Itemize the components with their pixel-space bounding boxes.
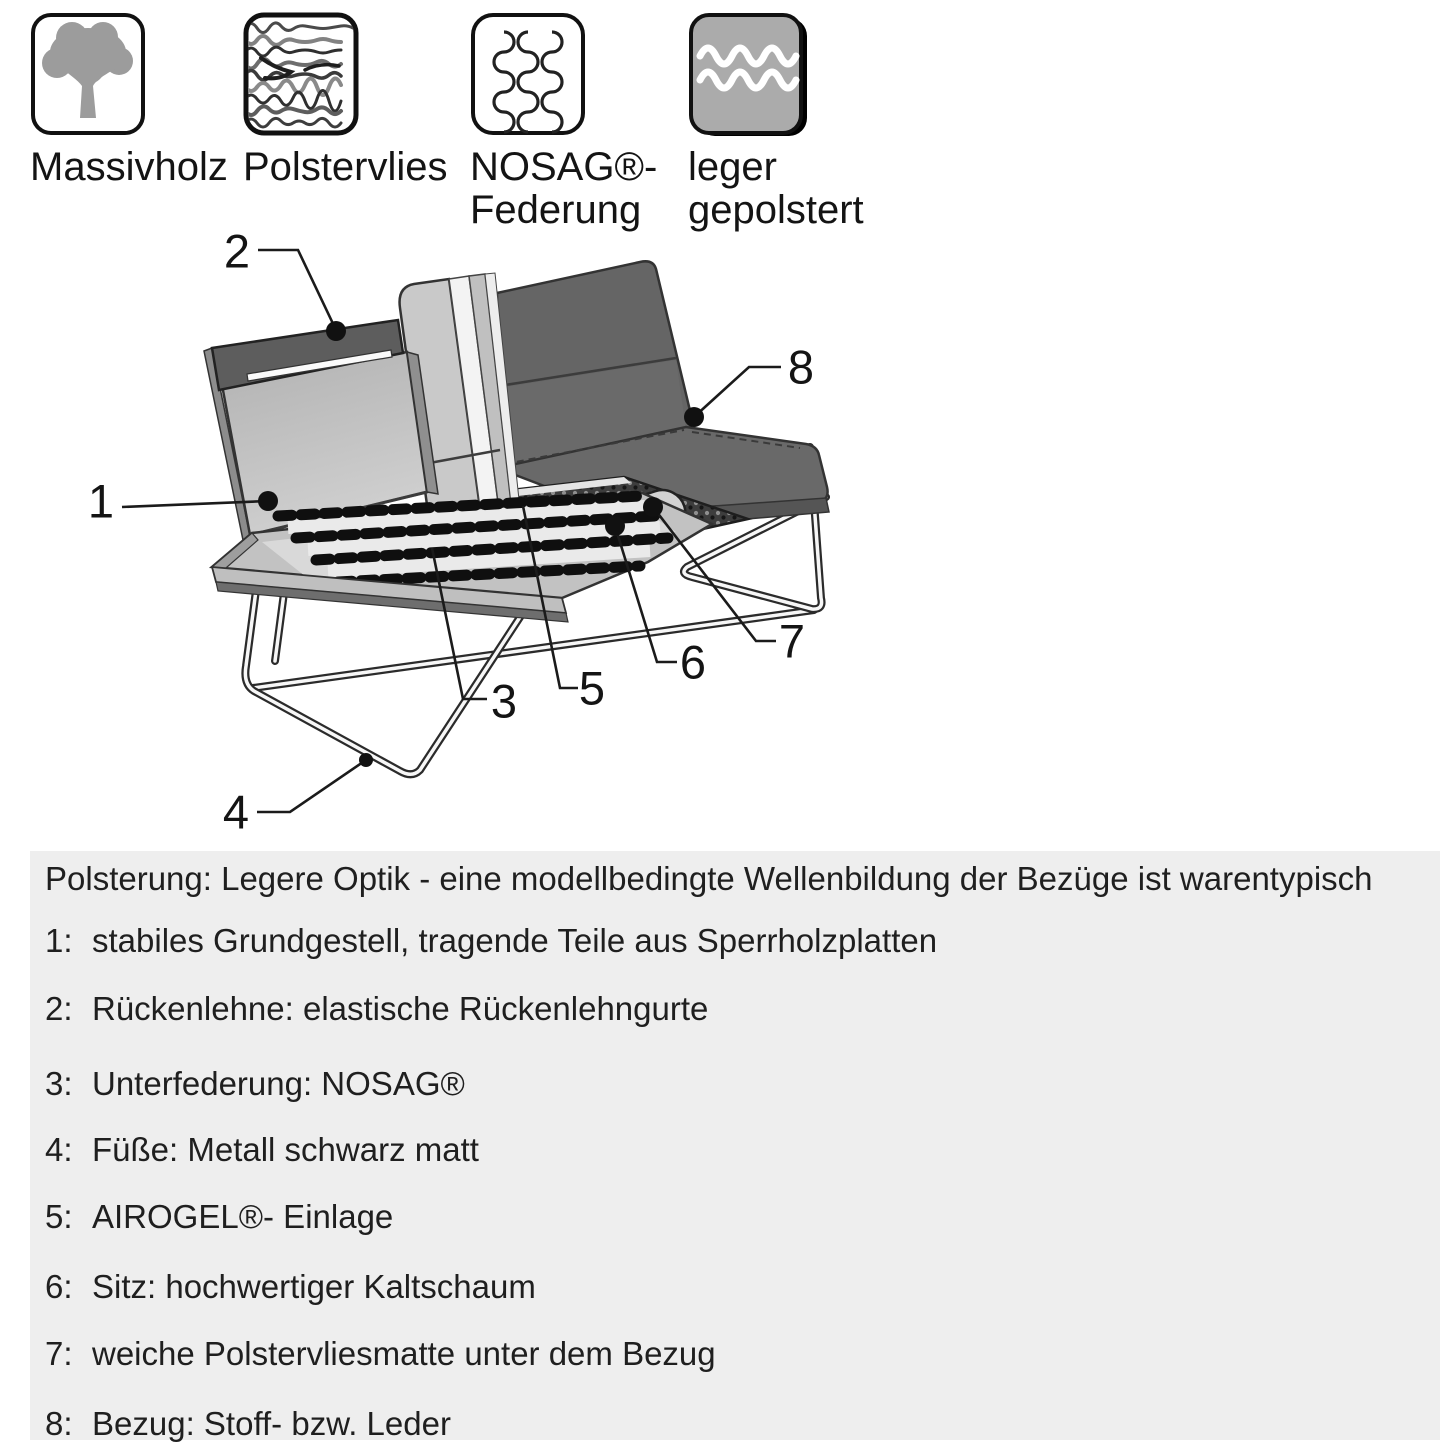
legend-item-number: 2: bbox=[45, 990, 73, 1027]
nosag-label-line1: NOSAG®- bbox=[470, 145, 658, 189]
callout-number-2: 2 bbox=[223, 224, 251, 278]
legend-item-text: Bezug: Stoff- bzw. Leder bbox=[92, 1405, 451, 1442]
legend-item-number: 8: bbox=[45, 1405, 73, 1442]
leger-label-line1: leger bbox=[688, 145, 777, 189]
legend-item-number: 6: bbox=[45, 1268, 73, 1305]
legend-item-2 bbox=[45, 990, 708, 1028]
legend-item-text: AIROGEL®- Einlage bbox=[92, 1198, 394, 1235]
floor-stretcher-tube bbox=[253, 610, 814, 688]
callout-line-4 bbox=[257, 760, 366, 812]
legend-item-text: weiche Polstervliesmatte unter dem Bezug bbox=[92, 1335, 716, 1372]
polstervlies-label-text: Polstervlies bbox=[243, 145, 448, 189]
callout-line-2 bbox=[258, 250, 336, 330]
callout-number-5: 5 bbox=[578, 661, 606, 715]
legend-panel bbox=[30, 851, 1440, 1440]
legend-item-number: 5: bbox=[45, 1198, 73, 1235]
legend-item-5 bbox=[45, 1198, 393, 1236]
seat-platform bbox=[212, 492, 712, 622]
callout-number-6: 6 bbox=[679, 635, 707, 689]
legend-item-text: Rückenlehne: elastische Rückenlehngurte bbox=[92, 990, 709, 1027]
callout-number-3: 3 bbox=[490, 674, 518, 728]
legend-item-4 bbox=[45, 1131, 479, 1169]
legend-item-number: 4: bbox=[45, 1131, 73, 1168]
callout-number-7: 7 bbox=[778, 614, 806, 668]
legend-item-number: 7: bbox=[45, 1335, 73, 1372]
legend-heading: Polsterung: Legere Optik - eine modellbedingte Wellenbildung der Bezüge ist warentypisch bbox=[45, 860, 1373, 897]
legend-item-3 bbox=[45, 1065, 465, 1103]
legend-item-6 bbox=[45, 1268, 536, 1306]
callout-line-8 bbox=[694, 367, 781, 417]
legend-item-1 bbox=[45, 922, 937, 960]
leger-label-line2: gepolstert bbox=[688, 188, 864, 232]
legend-item-7 bbox=[45, 1335, 716, 1373]
legend-item-text: stabiles Grundgestell, tragende Teile aus Sperrholzplatten bbox=[92, 922, 938, 959]
nosag-label-line2: Federung bbox=[470, 188, 642, 232]
massivholz-label-text: Massivholz bbox=[30, 145, 228, 189]
legend-item-number: 3: bbox=[45, 1065, 73, 1102]
legend-item-number: 1: bbox=[45, 922, 73, 959]
legend-item-text: Unterfederung: NOSAG® bbox=[92, 1065, 465, 1102]
callout-number-8: 8 bbox=[787, 340, 815, 394]
legend-item-8 bbox=[45, 1405, 451, 1443]
callout-number-4: 4 bbox=[222, 785, 250, 839]
legend-item-text: Sitz: hochwertiger Kaltschaum bbox=[92, 1268, 536, 1305]
legend-item-text: Füße: Metall schwarz matt bbox=[92, 1131, 479, 1168]
callout-number-1: 1 bbox=[87, 474, 115, 528]
